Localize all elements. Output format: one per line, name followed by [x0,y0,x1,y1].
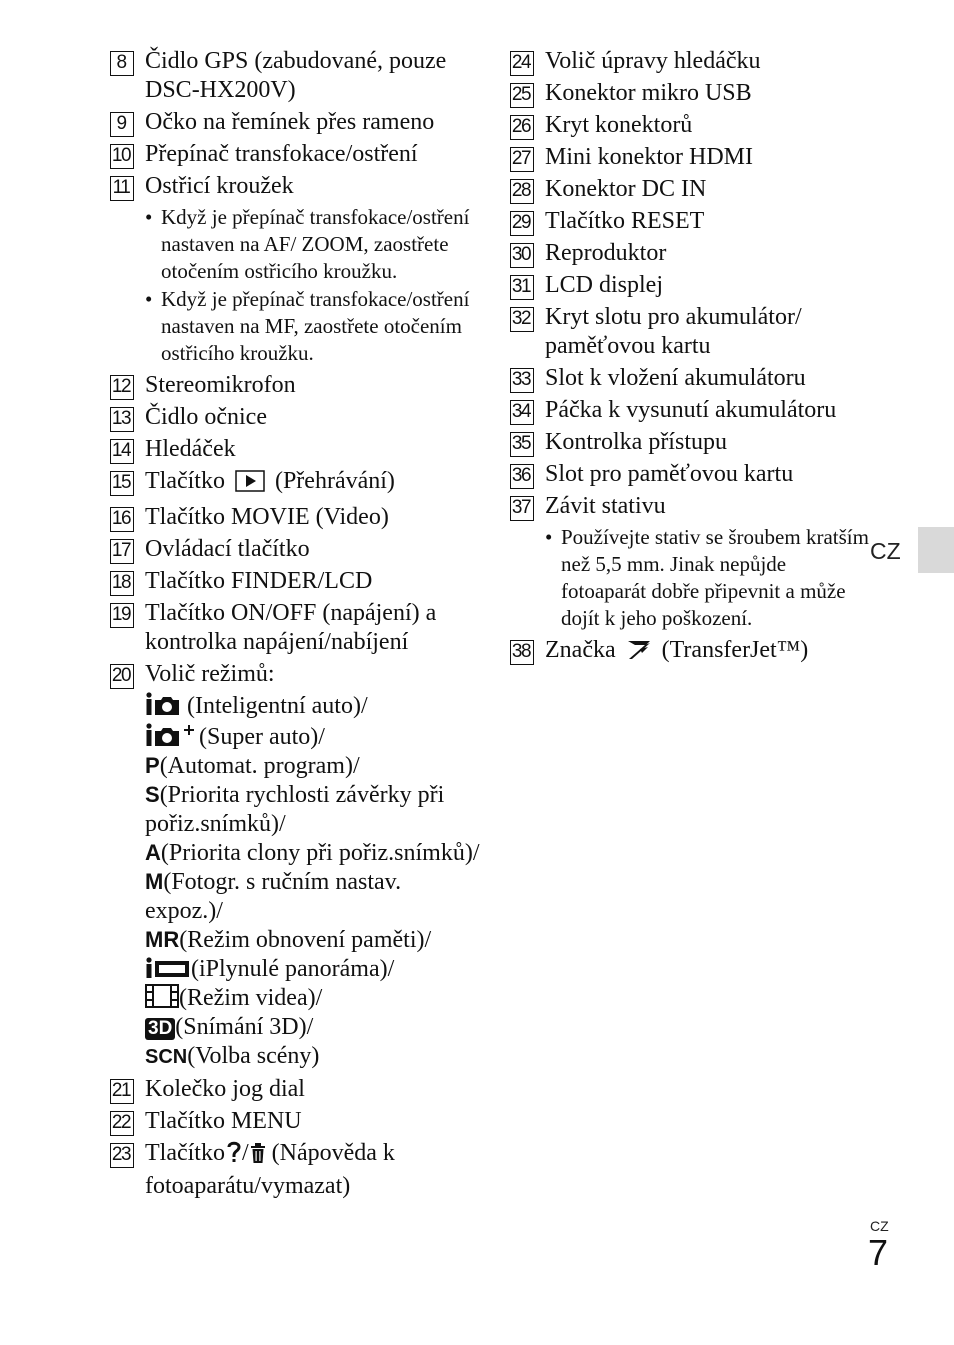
mode-item [145,984,480,1013]
scene-selection-icon: SCN [145,1046,188,1068]
transferjet-icon [626,639,652,669]
list-item [110,467,480,500]
shutter-priority-icon: S [145,782,160,807]
trash-icon [250,1142,266,1172]
item-text: Konektor mikro USB [545,80,752,106]
mode-item [145,752,480,781]
bullet-text: Používejte stativ se šroubem kratším než 5,5 mm. Jinak nepůjde fotoaparát dobře připevnit a může dojít k jeho poškození. [561,525,869,630]
item-text: Stereomikrofon [145,372,296,398]
list-item [510,364,870,393]
item-text: Tlačítko MOVIE (Video) [145,504,389,530]
item-number: 13 [110,407,134,432]
item-number: 22 [110,1111,134,1136]
mode-text: (Volba scény) [187,1043,320,1069]
item-number: 11 [110,176,134,201]
list-item [510,303,870,361]
mode-text: (Inteligentní auto)/ [187,693,368,719]
item-text: (TransferJet™) [661,637,809,663]
list-item [110,47,480,105]
program-auto-icon: P [145,753,160,778]
item-text: Tlačítko RESET [545,208,705,234]
mode-text: (iPlynulé panoráma)/ [191,956,395,982]
item-text: Tlačítko FINDER/LCD [145,568,373,594]
list-item [510,271,870,300]
mode-text: (Režim videa)/ [179,985,323,1011]
list-item [110,371,480,400]
item-text: Reproduktor [545,240,667,266]
mode-text: (Priorita rychlosti závěrky při pořiz.snímků)/ [145,782,445,837]
language-side-tab [918,527,954,573]
list-item [110,435,480,464]
mode-item [145,1042,480,1071]
list-item [510,492,870,521]
mode-text: (Super auto)/ [199,724,325,750]
item-text: Mini konektor HDMI [545,144,753,170]
bullet-item [545,524,870,632]
item-number: 12 [110,375,134,400]
mode-item [145,955,480,984]
item-text: Volič režimů: [145,661,275,687]
item-text: Ostřicí kroužek [145,173,294,199]
item-number: 23 [110,1143,134,1168]
list-item [110,1139,480,1201]
bullet-list [545,524,870,632]
page-language-code: CZ [870,1218,889,1234]
mode-item [145,781,480,839]
item-text: Páčka k vysunutí akumulátoru [545,397,837,423]
item-text: Tlačítko [145,1140,225,1166]
item-text: (Nápověda k fotoaparátu/vymazat) [145,1140,395,1199]
list-item [110,535,480,564]
bullet-marker: • [545,525,553,549]
movie-mode-icon [145,984,179,1009]
help-icon [227,1140,241,1172]
list-item [110,108,480,137]
bullet-marker: • [145,205,153,229]
list-item [510,143,870,172]
left-column [110,47,480,1204]
bullet-text: Když je přepínač transfokace/ostření nastaven na AF/ ZOOM, zaostřete otočením ostřicího kroužku. [161,205,470,283]
item-text: Slot pro paměťovou kartu [545,461,794,487]
manual-exposure-icon: M [145,869,164,894]
item-number: 9 [110,112,134,137]
bullet-list [145,204,480,367]
list-item [510,460,870,489]
item-number: 25 [510,83,534,108]
item-number: 36 [510,464,534,489]
item-number: 30 [510,243,534,268]
mode-text: (Automat. program)/ [159,753,360,779]
item-text: Konektor DC IN [545,176,707,202]
item-number: 28 [510,179,534,204]
list-item [510,207,870,236]
mode-item [145,868,480,926]
list-item [110,1107,480,1136]
item-number: 27 [510,147,534,172]
item-number: 18 [110,571,134,596]
item-number: 14 [110,439,134,464]
mode-text: (Fotogr. s ručním nastav. expoz.)/ [145,869,402,924]
memory-recall-icon: MR [145,927,180,952]
mode-text: (Režim obnovení paměti)/ [179,927,432,953]
item-number: 37 [510,496,534,521]
item-text: Kolečko jog dial [145,1076,305,1102]
list-item [110,599,480,657]
item-number: 33 [510,368,534,393]
mode-item [145,721,480,752]
item-text: Kryt slotu pro akumulátor/ paměťovou kartu [545,304,802,359]
item-text: Přepínač transfokace/ostření [145,141,418,167]
list-item [110,503,480,532]
item-text: Čidlo GPS (zabudované, pouze DSC-HX200V) [145,48,447,103]
item-text: LCD displej [545,272,663,298]
item-number: 21 [110,1079,134,1104]
play-icon [235,470,265,500]
item-text: Ovládací tlačítko [145,536,310,562]
item-text: Tlačítko ON/OFF (napájení) a kontrolka napájení/nabíjení [145,600,437,655]
list-item [510,79,870,108]
page-number: 7 [868,1232,889,1273]
item-number: 19 [110,603,134,628]
item-number: 16 [110,507,134,532]
mode-item [145,692,480,721]
item-text: Závit stativu [545,493,666,519]
list-item [110,172,480,201]
list-item [510,396,870,425]
item-text: Slot k vložení akumulátoru [545,365,806,391]
right-column [510,47,870,672]
mode-item [145,1013,480,1042]
item-text: Hledáček [145,436,236,462]
list-item [510,636,870,669]
mode-list [145,692,480,1071]
item-text: Čidlo očnice [145,404,267,430]
sweep-panorama-icon [145,957,191,980]
item-number: 35 [510,432,534,457]
intelligent-auto-icon [145,692,187,717]
item-number: 8 [110,51,134,76]
item-text: (Přehrávání) [274,468,395,494]
item-number: 24 [510,51,534,76]
item-number: 34 [510,400,534,425]
list-item [510,428,870,457]
separator: / [241,1140,249,1166]
list-item [510,47,870,76]
item-text: Značka [545,637,616,663]
list-item [110,140,480,169]
superior-auto-icon [145,721,199,748]
mode-text: (Snímání 3D)/ [175,1014,314,1040]
language-label: CZ [870,538,901,564]
item-text: Tlačítko [145,468,225,494]
mode-text: (Priorita clony při pořiz.snímků)/ [160,840,480,866]
item-number: 26 [510,115,534,140]
aperture-priority-icon: A [145,840,161,865]
bullet-item [145,286,480,367]
list-item [110,1075,480,1104]
item-text: Volič úpravy hledáčku [545,48,761,74]
mode-item [145,839,480,868]
item-number: 29 [510,211,534,236]
item-number: 20 [110,664,134,689]
item-number: 32 [510,307,534,332]
item-text: Kryt konektorů [545,112,693,138]
3d-icon: 3D [145,1018,175,1040]
bullet-item [145,204,480,285]
item-text: Tlačítko MENU [145,1108,302,1134]
item-text: Očko na řemínek přes rameno [145,109,435,135]
list-item [510,111,870,140]
item-number: 38 [510,640,534,665]
mode-item [145,926,480,955]
list-item [110,403,480,432]
list-item [510,175,870,204]
list-item [110,567,480,596]
item-number: 17 [110,539,134,564]
item-text: Kontrolka přístupu [545,429,727,455]
item-number: 31 [510,275,534,300]
bullet-marker: • [145,287,153,311]
item-number: 10 [110,144,134,169]
item-number: 15 [110,471,134,496]
list-item [510,239,870,268]
list-item [110,660,480,689]
bullet-text: Když je přepínač transfokace/ostření nastaven na MF, zaostřete otočením ostřicího kroužku. [161,287,470,365]
